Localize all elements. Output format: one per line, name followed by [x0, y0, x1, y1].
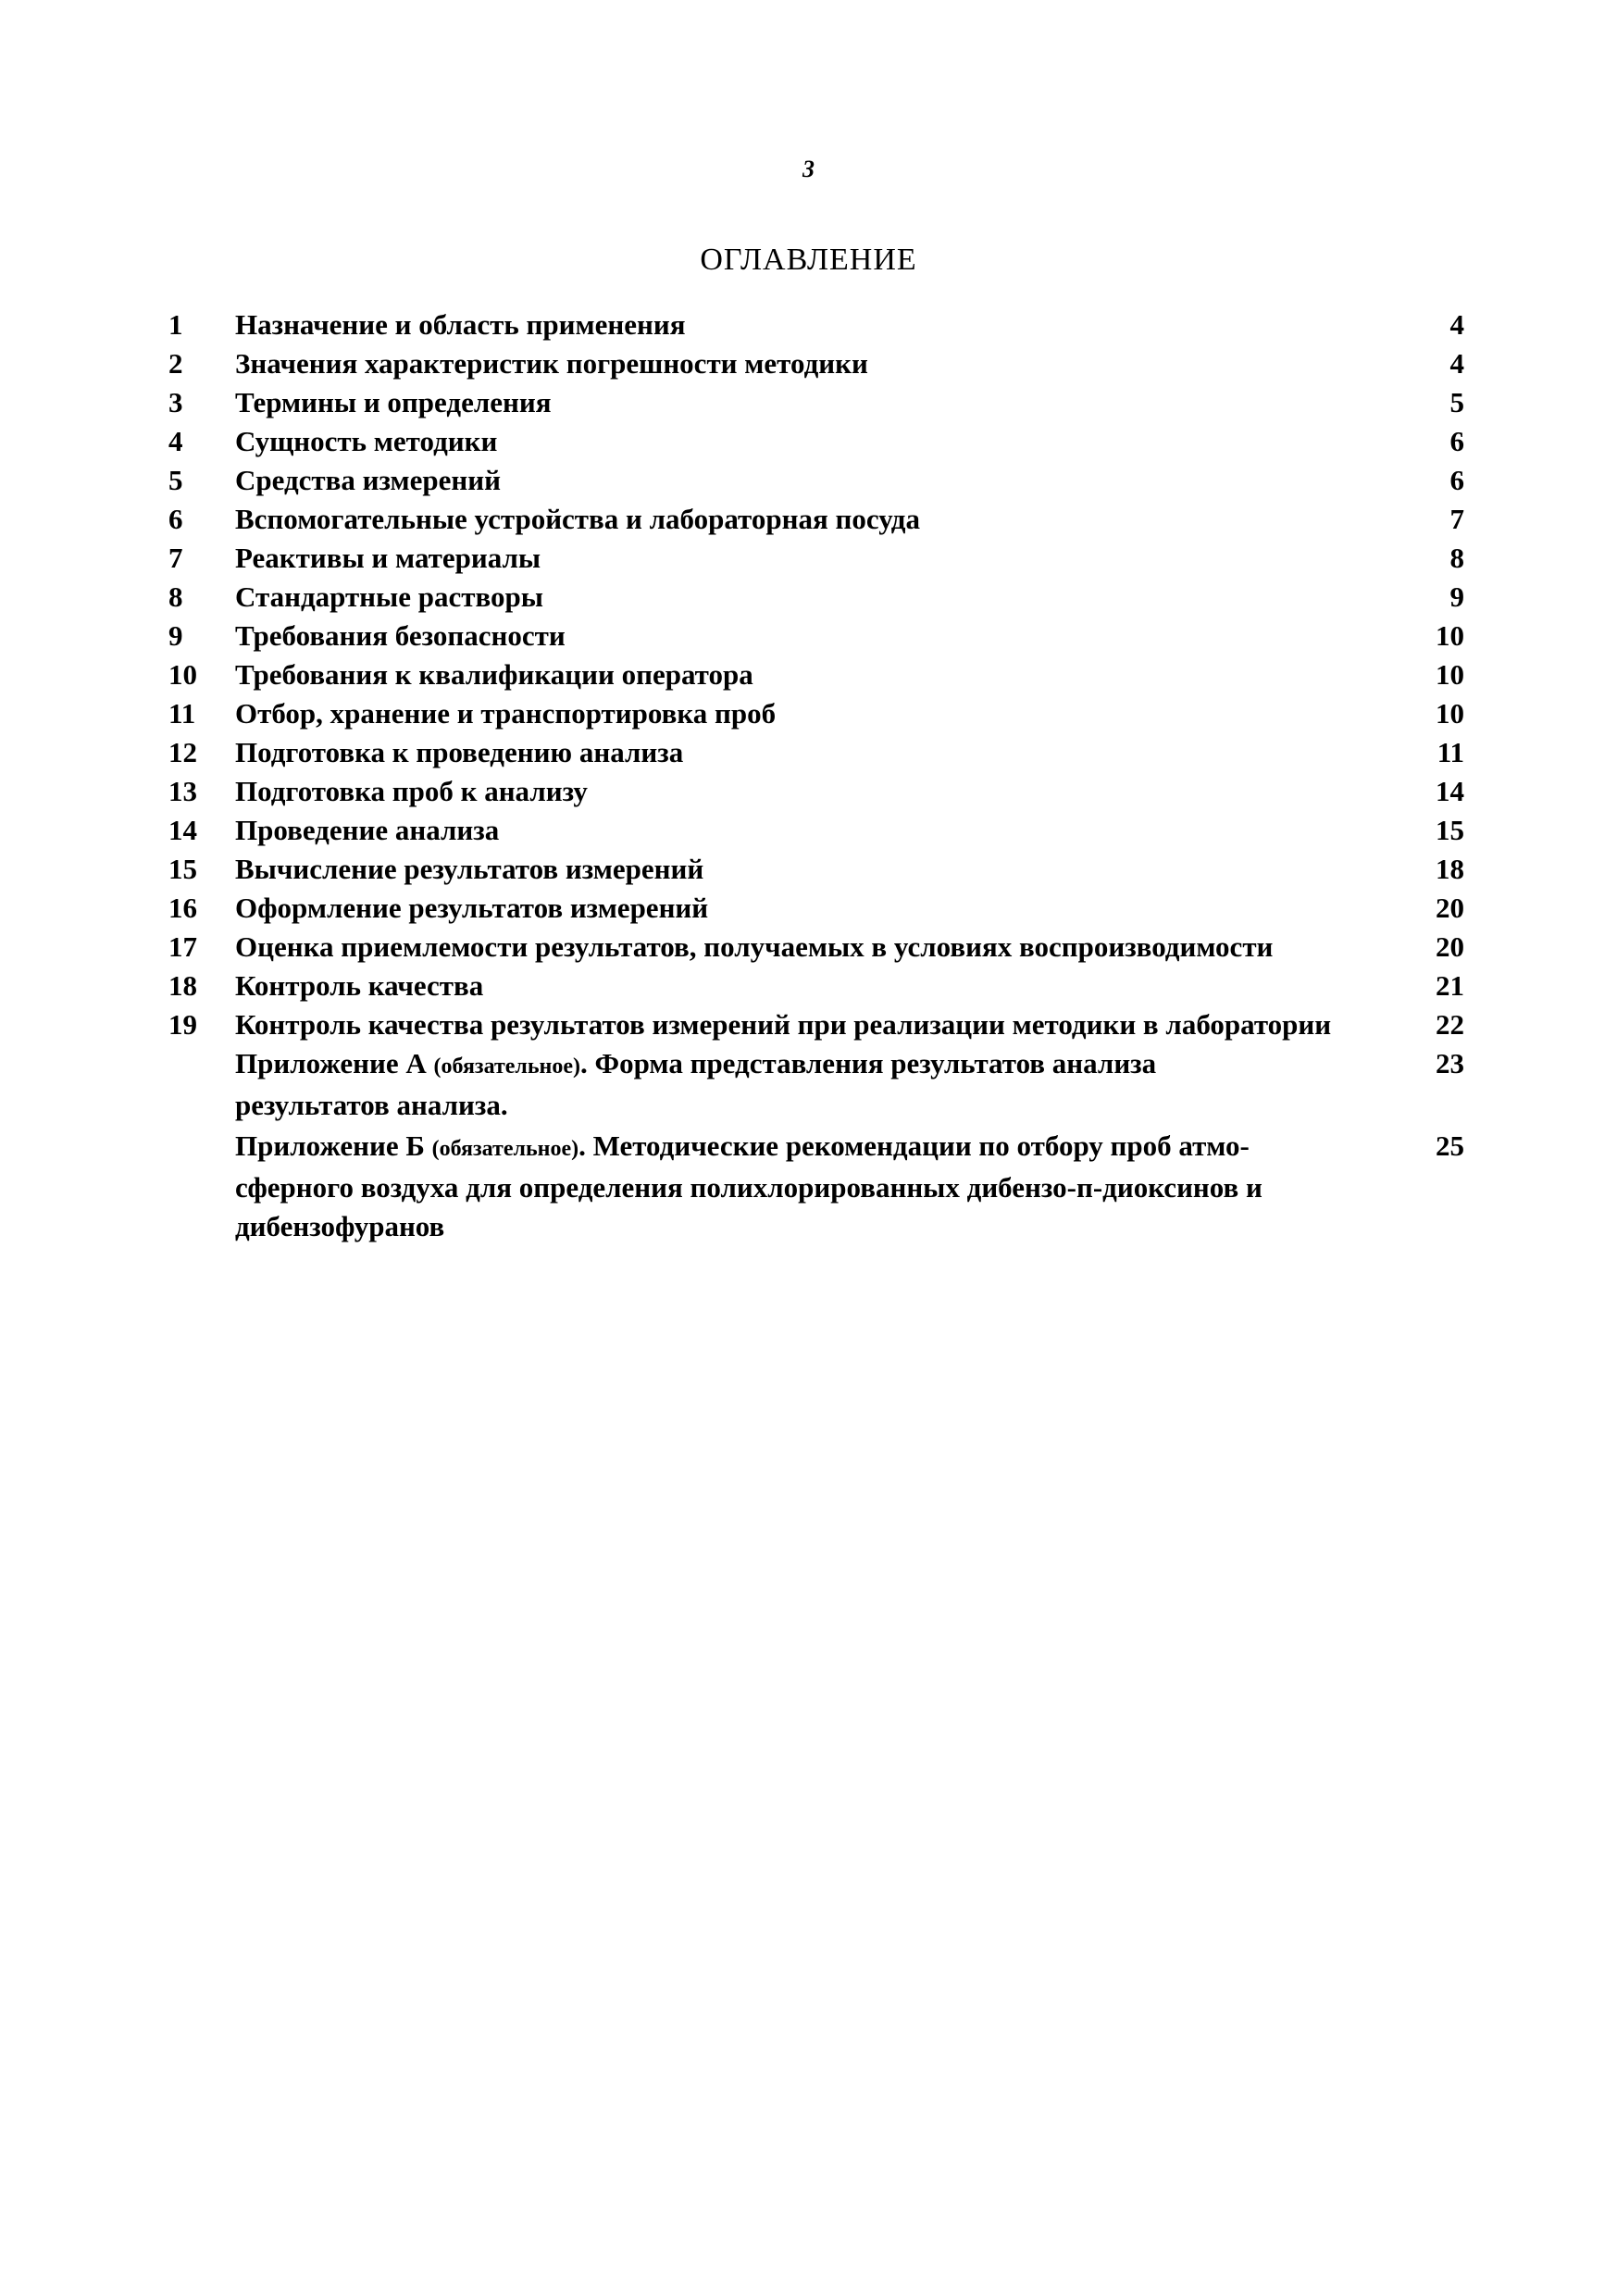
toc-entry	[168, 928, 1464, 967]
toc-entry-number: 18	[168, 969, 197, 1002]
toc-entry	[168, 772, 1464, 811]
toc-entry-number: 6	[168, 503, 183, 535]
toc-entry-page: 4	[1449, 347, 1464, 380]
toc-appendix-b-line3: дибензофуранов	[235, 1210, 445, 1242]
toc-entry-page: 5	[1449, 386, 1464, 418]
toc-entry-number: 19	[168, 1008, 197, 1041]
toc-entry	[168, 539, 1464, 578]
toc-entry-page: 10	[1436, 658, 1464, 691]
toc-entry	[168, 422, 1464, 461]
toc-entry-page: 6	[1449, 425, 1464, 457]
toc-entry	[168, 694, 1464, 733]
toc-entry	[168, 383, 1464, 422]
toc-entry-number: 10	[168, 658, 197, 691]
toc-entry	[168, 1005, 1464, 1044]
toc-entry-page: 7	[1449, 503, 1464, 535]
toc-entry-title: Подготовка к проведению анализа	[235, 736, 684, 768]
toc-entry-number: 3	[168, 386, 183, 418]
toc-entry-number: 1	[168, 308, 183, 341]
toc-entry-title: Требования к квалификации оператора	[235, 658, 753, 691]
toc-entry-title: Реактивы и материалы	[235, 542, 541, 574]
toc-entry-page: 20	[1436, 892, 1464, 924]
toc-entry	[168, 811, 1464, 850]
toc-appendix-b-page: 25	[1436, 1129, 1464, 1162]
toc-entry-page: 20	[1436, 930, 1464, 963]
table-of-contents	[168, 306, 1464, 1246]
toc-entry	[168, 967, 1464, 1005]
page-number: 3	[802, 156, 815, 182]
toc-entry-number: 4	[168, 425, 183, 457]
toc-entry-page: 6	[1449, 464, 1464, 496]
toc-entry-title: Подготовка проб к анализу	[235, 775, 588, 807]
toc-entry-number: 16	[168, 892, 197, 924]
toc-appendix-b-prefix: Приложение Б	[235, 1129, 425, 1162]
toc-entry-title: Оформление результатов измерений	[235, 892, 709, 924]
toc-entry-title: Стандартные растворы	[235, 580, 543, 613]
toc-appendix-b-line1	[235, 1127, 1372, 1168]
toc-appendix-a-line2: результатов анализа.	[235, 1089, 508, 1121]
toc-entry	[168, 344, 1464, 383]
toc-entry	[168, 306, 1464, 344]
toc-entry-page: 4	[1449, 308, 1464, 341]
toc-entry	[168, 889, 1464, 928]
toc-entry-number: 15	[168, 853, 197, 885]
toc-entry-number: 2	[168, 347, 183, 380]
toc-entry-title: Средства измерений	[235, 464, 501, 496]
toc-entry	[168, 500, 1464, 539]
toc-title: ОГЛАВЛЕНИЕ	[700, 243, 917, 277]
toc-appendix-a-note: (обязательное)	[433, 1054, 581, 1079]
toc-entry	[168, 655, 1464, 694]
toc-entry-title: Значения характеристик погрешности методики	[235, 347, 868, 380]
toc-appendix-b-line2: сферного воздуха для определения полихлорированных дибензо-п-диоксинов и	[235, 1171, 1263, 1204]
toc-entry-number: 7	[168, 542, 183, 574]
toc-entry-number: 12	[168, 736, 197, 768]
toc-entry-title: Требования безопасности	[235, 619, 566, 652]
toc-entry-title: Термины и определения	[235, 386, 552, 418]
toc-entries	[168, 306, 1464, 1044]
toc-entry-title: Проведение анализа	[235, 814, 500, 846]
toc-entry	[168, 461, 1464, 500]
toc-entry	[168, 578, 1464, 617]
toc-entry-page: 21	[1436, 969, 1464, 1002]
toc-entry-number: 9	[168, 619, 183, 652]
toc-entry-title: Отбор, хранение и транспортировка проб	[235, 697, 777, 730]
toc-entry-title: Контроль качества	[235, 969, 484, 1002]
toc-appendix-b-text1: . Методические рекомендации по отбору проб атмо-	[578, 1129, 1250, 1162]
toc-entry-page: 9	[1449, 580, 1464, 613]
toc-entry	[168, 617, 1464, 655]
toc-entry-number: 11	[168, 697, 196, 730]
toc-appendix-b-note: (обязательное)	[431, 1137, 579, 1161]
toc-entry-page: 15	[1436, 814, 1464, 846]
toc-entry-page: 8	[1449, 542, 1464, 574]
toc-entry-title: Оценка приемлемости результатов, получаемых в условиях воспроизводимости	[235, 930, 1274, 963]
toc-appendix-a-title	[235, 1044, 1409, 1125]
toc-appendix-a-text1: . Форма представления результатов анализа	[580, 1047, 1157, 1079]
toc-entry-title: Контроль качества результатов измерений при реализации методики в лаборатории	[235, 1008, 1332, 1041]
toc-appendix-a-prefix: Приложение А	[235, 1047, 427, 1079]
toc-entry-title: Вспомогательные устройства и лабораторная посуда	[235, 503, 920, 535]
toc-entry-number: 13	[168, 775, 197, 807]
toc-entry-number: 14	[168, 814, 197, 846]
toc-entry-page: 10	[1436, 619, 1464, 652]
toc-appendix-a-line1	[235, 1044, 1372, 1086]
toc-appendix-a-page: 23	[1436, 1047, 1464, 1079]
toc-entry-number: 5	[168, 464, 183, 496]
toc-entry-number: 8	[168, 580, 183, 613]
toc-entry-title: Вычисление результатов измерений	[235, 853, 704, 885]
toc-entry	[168, 850, 1464, 889]
toc-entry-page: 22	[1436, 1008, 1464, 1041]
toc-entry-page: 11	[1437, 736, 1464, 768]
toc-entry-title: Назначение и область применения	[235, 308, 686, 341]
toc-appendix-b-title	[235, 1127, 1409, 1246]
toc-appendix-b	[168, 1127, 1464, 1246]
toc-entry-page: 10	[1436, 697, 1464, 730]
toc-entry-title: Сущность методики	[235, 425, 498, 457]
toc-appendix-a	[168, 1044, 1464, 1125]
toc-entry-number: 17	[168, 930, 197, 963]
toc-entry-page: 14	[1436, 775, 1464, 807]
toc-entry	[168, 733, 1464, 772]
toc-entry-page: 18	[1436, 853, 1464, 885]
